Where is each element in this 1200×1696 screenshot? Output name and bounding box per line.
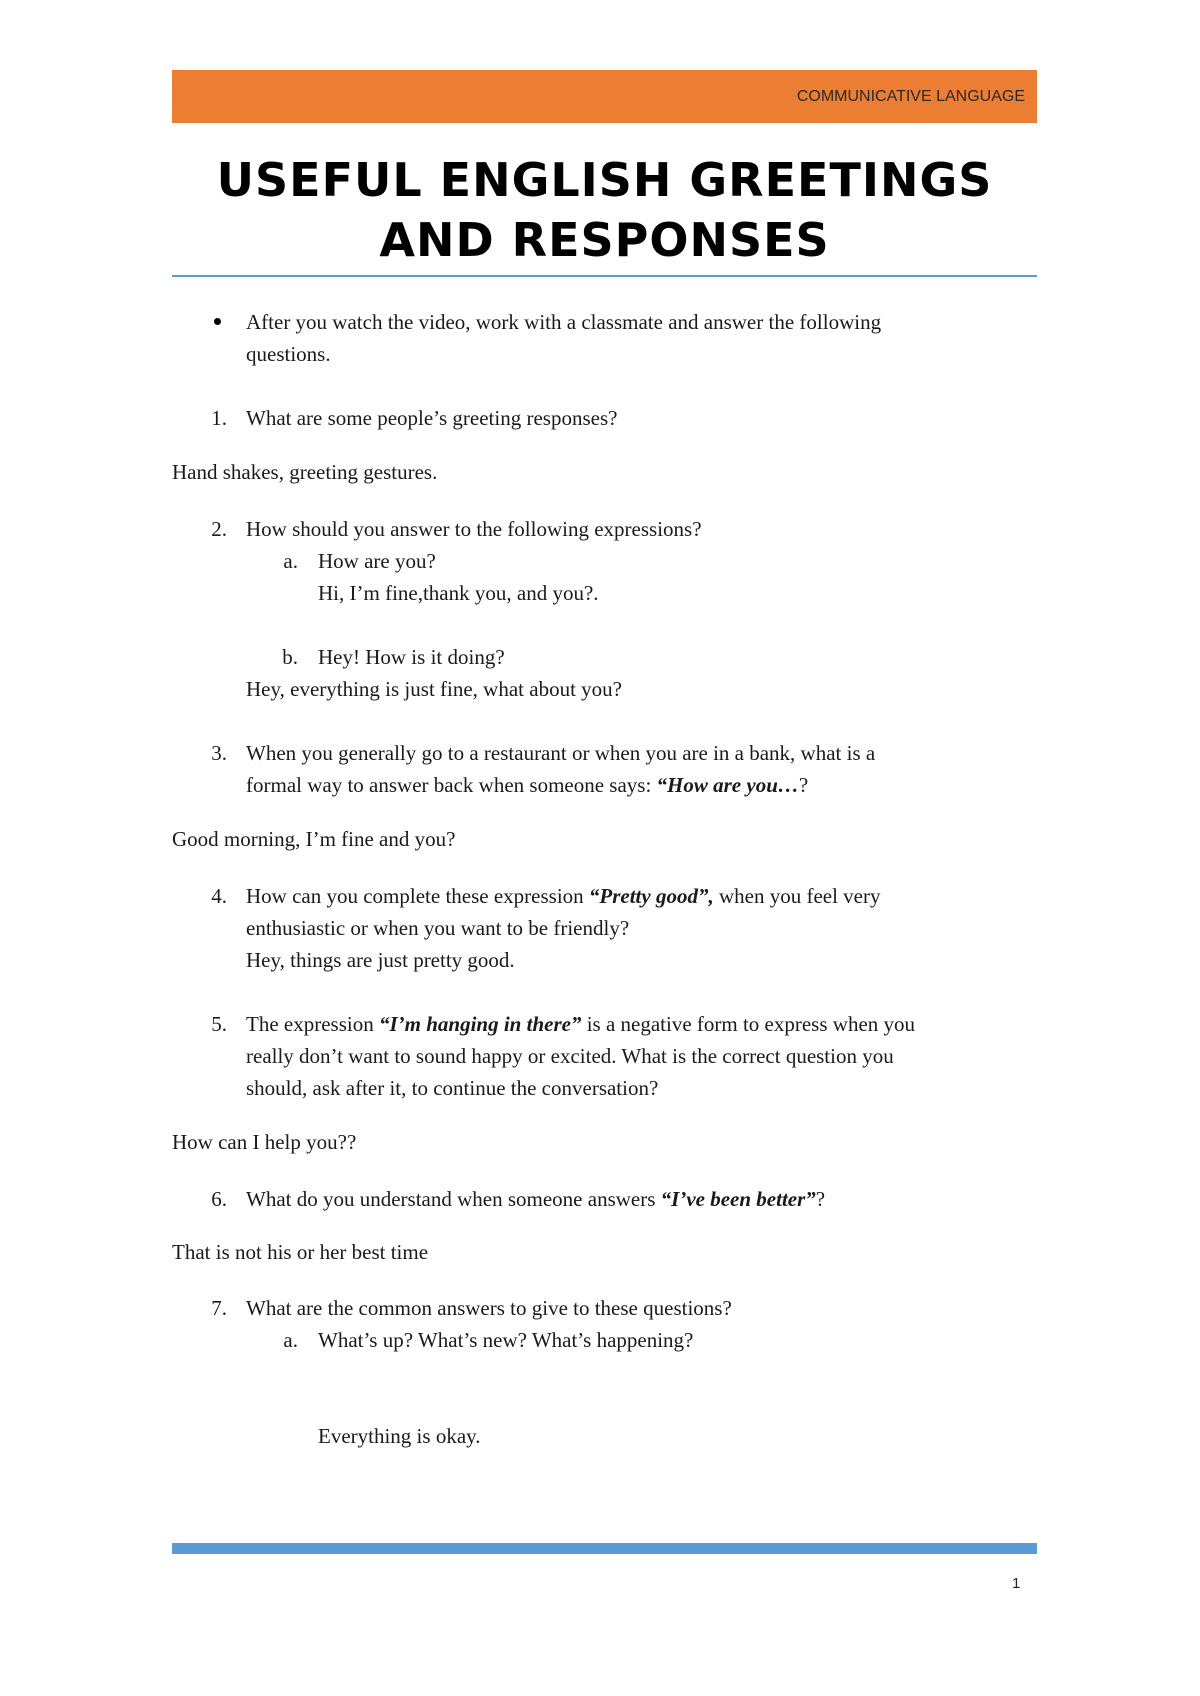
q4-line-1: [246, 880, 881, 912]
q4-number: 4.: [211, 884, 227, 908]
q6-question: [246, 1183, 825, 1215]
q4-line-1-end: when you feel very: [713, 884, 881, 908]
q2-number: 2.: [211, 517, 227, 541]
q2b-letter: b.: [282, 645, 298, 669]
bullet-icon: [214, 318, 221, 325]
q6-answer: That is not his or her best time: [172, 1240, 429, 1264]
q6-question-text: What do you understand when someone answers: [246, 1187, 661, 1211]
q3-answer: Good morning, I’m fine and you?: [172, 827, 456, 851]
q5-line-3: should, ask after it, to continue the conversation?: [246, 1076, 659, 1100]
q2a-letter: a.: [283, 549, 298, 573]
q3-line-2-end: ?: [798, 773, 809, 797]
header-label: COMMUNICATIVE LANGUAGE: [796, 88, 1025, 105]
title-line-1: USEFUL ENGLISH GREETINGS: [216, 153, 993, 207]
q7-question: What are the common answers to give to these questions?: [246, 1296, 732, 1320]
q3-line-2-text: formal way to answer back when someone says:: [246, 773, 657, 797]
q1-question: What are some people’s greeting responses?: [246, 406, 618, 430]
q5-emphasis: “I’m hanging in there”: [378, 1012, 582, 1036]
q4-line-1-text: How can you complete these expression: [246, 884, 589, 908]
q5-line-1: [246, 1008, 915, 1040]
q2b-answer: Hey, everything is just fine, what about you?: [246, 677, 622, 701]
q3-line-2: [246, 769, 808, 801]
q3-line-1: When you generally go to a restaurant or when you are in a bank, what is a: [246, 741, 876, 765]
intro-line-1: After you watch the video, work with a classmate and answer the following: [246, 310, 882, 334]
page-number: 1: [1012, 1575, 1021, 1592]
q6-question-end: ?: [815, 1187, 826, 1211]
q7-number: 7.: [211, 1296, 227, 1320]
q6-emphasis: “I’ve been better”: [660, 1187, 816, 1211]
q2a-question: How are you?: [318, 549, 436, 573]
q1-answer: Hand shakes, greeting gestures.: [172, 460, 438, 484]
q4-answer: Hey, things are just pretty good.: [246, 948, 515, 972]
q5-line-1-text: The expression: [246, 1012, 379, 1036]
q2a-answer: Hi, I’m fine,thank you, and you?.: [318, 581, 599, 605]
q1-number: 1.: [211, 406, 227, 430]
title-divider: [172, 275, 1037, 277]
title-line-2: AND RESPONSES: [379, 213, 830, 267]
footer-divider: [172, 1543, 1037, 1554]
intro-line-2: questions.: [246, 342, 331, 366]
q5-answer: How can I help you??: [172, 1130, 357, 1154]
q2b-question: Hey! How is it doing?: [318, 645, 505, 669]
page-title: [172, 150, 1037, 270]
header-band: [172, 70, 1037, 123]
q4-emphasis: “Pretty good”,: [588, 884, 714, 908]
q7a-letter: a.: [283, 1328, 298, 1352]
q7a-answer: Everything is okay.: [318, 1424, 481, 1448]
q5-line-1-end: is a negative form to express when you: [581, 1012, 916, 1036]
q3-emphasis: “How are you…: [656, 773, 799, 797]
q3-number: 3.: [211, 741, 227, 765]
q7a-question: What’s up? What’s new? What’s happening?: [318, 1328, 694, 1352]
q2-question: How should you answer to the following expressions?: [246, 517, 702, 541]
q6-number: 6.: [211, 1187, 227, 1211]
q5-line-2: really don’t want to sound happy or excited. What is the correct question you: [246, 1044, 894, 1068]
q4-line-2: enthusiastic or when you want to be friendly?: [246, 916, 630, 940]
q5-number: 5.: [211, 1012, 227, 1036]
